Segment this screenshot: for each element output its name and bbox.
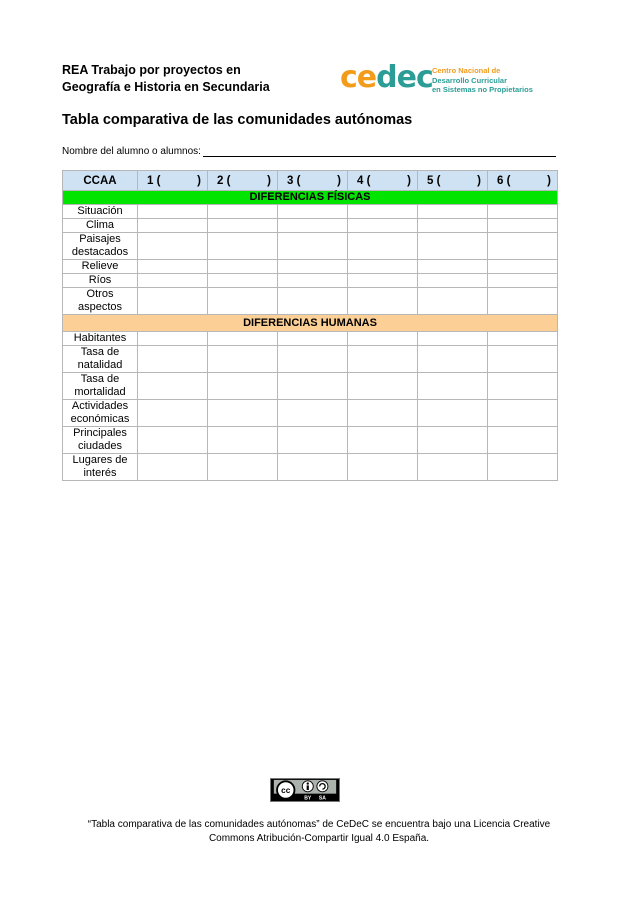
license-notice bbox=[62, 818, 576, 846]
table-cell[interactable] bbox=[488, 346, 558, 373]
header-title-line1: REA Trabajo por proyectos en bbox=[62, 63, 241, 77]
table-cell[interactable] bbox=[278, 260, 348, 274]
table-cell[interactable] bbox=[348, 332, 418, 346]
section-humanas-label: DIFERENCIAS HUMANAS bbox=[63, 315, 558, 332]
table-cell[interactable] bbox=[418, 427, 488, 454]
student-name-line bbox=[62, 146, 556, 157]
table-cell[interactable] bbox=[488, 454, 558, 481]
table-cell[interactable] bbox=[348, 219, 418, 233]
table-cell[interactable] bbox=[348, 454, 418, 481]
table-cell[interactable] bbox=[208, 205, 278, 219]
table-cell[interactable] bbox=[418, 346, 488, 373]
table-row bbox=[63, 205, 558, 219]
table-cell[interactable] bbox=[348, 373, 418, 400]
section-row-humanas bbox=[63, 315, 558, 332]
row-label-line2: aspectos bbox=[77, 301, 123, 313]
table-cell[interactable] bbox=[488, 427, 558, 454]
row-label bbox=[63, 427, 138, 454]
table-cell[interactable] bbox=[278, 454, 348, 481]
table-cell[interactable] bbox=[488, 219, 558, 233]
table-cell[interactable] bbox=[348, 400, 418, 427]
table-cell[interactable] bbox=[278, 288, 348, 315]
student-name-blank[interactable] bbox=[203, 146, 556, 157]
logo-line3: en Sistemas no Propietarios bbox=[432, 85, 533, 94]
page-title: Tabla comparativa de las comunidades autónomas bbox=[62, 112, 413, 128]
table-cell[interactable] bbox=[488, 205, 558, 219]
col-5-close: ) bbox=[477, 174, 481, 187]
table-cell[interactable] bbox=[138, 373, 208, 400]
table-cell[interactable] bbox=[418, 233, 488, 260]
row-label-line1: Ríos bbox=[88, 274, 112, 286]
table-cell[interactable] bbox=[208, 233, 278, 260]
table-cell[interactable] bbox=[488, 260, 558, 274]
col-6-open: 6 ( bbox=[497, 174, 511, 187]
table-cell[interactable] bbox=[488, 400, 558, 427]
header-title bbox=[62, 62, 302, 96]
row-label bbox=[63, 332, 138, 346]
table-cell[interactable] bbox=[348, 233, 418, 260]
table-cell[interactable] bbox=[138, 427, 208, 454]
row-label bbox=[63, 346, 138, 373]
table-cell[interactable] bbox=[418, 373, 488, 400]
table-cell[interactable] bbox=[418, 454, 488, 481]
table-cell[interactable] bbox=[488, 288, 558, 315]
row-label-line1: Relieve bbox=[81, 260, 119, 272]
col-1-close: ) bbox=[197, 174, 201, 187]
cedec-logo bbox=[340, 60, 533, 96]
table-cell[interactable] bbox=[138, 233, 208, 260]
table-row bbox=[63, 233, 558, 260]
col-4-close: ) bbox=[407, 174, 411, 187]
table-cell[interactable] bbox=[278, 205, 348, 219]
row-label-line1: Otros bbox=[86, 288, 114, 300]
table-cell[interactable] bbox=[488, 274, 558, 288]
row-label bbox=[63, 274, 138, 288]
table-cell[interactable] bbox=[138, 260, 208, 274]
table-cell[interactable] bbox=[418, 400, 488, 427]
header-col-3 bbox=[278, 171, 348, 191]
logo-line2: Desarrollo Curricular bbox=[432, 75, 508, 85]
table-cell[interactable] bbox=[348, 205, 418, 219]
row-label-line1: Paisajes bbox=[79, 233, 121, 245]
header-ccaa: CCAA bbox=[63, 171, 138, 191]
table-cell[interactable] bbox=[418, 260, 488, 274]
table-cell[interactable] bbox=[208, 260, 278, 274]
table-cell[interactable] bbox=[138, 332, 208, 346]
header-col-5 bbox=[418, 171, 488, 191]
student-name-label: Nombre del alumno o alumnos: bbox=[62, 146, 201, 157]
table-cell[interactable] bbox=[208, 219, 278, 233]
col-2-open: 2 ( bbox=[217, 174, 231, 187]
table-cell[interactable] bbox=[278, 233, 348, 260]
svg-text:cc: cc bbox=[281, 786, 291, 796]
row-label-line2: interés bbox=[83, 467, 117, 479]
row-label bbox=[63, 400, 138, 427]
col-1-open: 1 ( bbox=[147, 174, 161, 187]
cc-badge-sa: SA bbox=[318, 795, 326, 802]
table-cell[interactable] bbox=[138, 288, 208, 315]
table-cell[interactable] bbox=[138, 400, 208, 427]
col-3-close: ) bbox=[337, 174, 341, 187]
table-cell[interactable] bbox=[208, 288, 278, 315]
col-2-close: ) bbox=[267, 174, 271, 187]
row-label-line2: ciudades bbox=[77, 440, 123, 452]
table-cell[interactable] bbox=[348, 274, 418, 288]
table-row bbox=[63, 400, 558, 427]
table-row bbox=[63, 373, 558, 400]
table-cell[interactable] bbox=[488, 332, 558, 346]
header-col-6 bbox=[488, 171, 558, 191]
row-label-line1: Tasa de bbox=[80, 373, 120, 385]
logo-word-ce: ce bbox=[340, 60, 377, 95]
table-cell[interactable] bbox=[348, 260, 418, 274]
row-label bbox=[63, 454, 138, 481]
table-cell[interactable] bbox=[138, 219, 208, 233]
table-cell[interactable] bbox=[418, 274, 488, 288]
table-cell[interactable] bbox=[278, 219, 348, 233]
col-4-open: 4 ( bbox=[357, 174, 371, 187]
table-row bbox=[63, 332, 558, 346]
section-fisicas-label: DIFERENCIAS FÍSICAS bbox=[63, 191, 558, 205]
cc-by-sa-icon bbox=[270, 778, 340, 802]
table-cell[interactable] bbox=[138, 205, 208, 219]
cedec-logo-text bbox=[432, 66, 533, 95]
table-cell[interactable] bbox=[208, 400, 278, 427]
row-label bbox=[63, 205, 138, 219]
table-cell[interactable] bbox=[418, 205, 488, 219]
logo-line1: Centro Nacional de bbox=[432, 66, 501, 75]
table-cell[interactable] bbox=[418, 288, 488, 315]
header-col-4 bbox=[348, 171, 418, 191]
logo-word-dec: dec bbox=[376, 60, 433, 95]
row-label bbox=[63, 373, 138, 400]
table-cell[interactable] bbox=[488, 373, 558, 400]
table-cell[interactable] bbox=[208, 274, 278, 288]
table-header-row bbox=[63, 171, 558, 191]
table-cell[interactable] bbox=[278, 373, 348, 400]
header-col-1 bbox=[138, 171, 208, 191]
table-cell[interactable] bbox=[418, 332, 488, 346]
table-row bbox=[63, 454, 558, 481]
col-5-open: 5 ( bbox=[427, 174, 441, 187]
table-cell[interactable] bbox=[418, 219, 488, 233]
table-cell[interactable] bbox=[278, 274, 348, 288]
row-label-line1: Lugares de bbox=[72, 454, 128, 466]
cedec-logo-word bbox=[340, 60, 433, 96]
table-cell[interactable] bbox=[208, 373, 278, 400]
col-3-open: 3 ( bbox=[287, 174, 301, 187]
row-label-line2: mortalidad bbox=[74, 386, 126, 398]
row-label-line1: Habitantes bbox=[73, 332, 127, 344]
table-cell[interactable] bbox=[208, 427, 278, 454]
row-label-line2: económicas bbox=[70, 413, 130, 425]
row-label-line1: Clima bbox=[85, 219, 115, 231]
table-cell[interactable] bbox=[488, 233, 558, 260]
section-row-fisicas bbox=[63, 191, 558, 205]
table-row bbox=[63, 260, 558, 274]
cc-badge-by: BY bbox=[304, 795, 312, 802]
row-label-line1: Situación bbox=[77, 205, 123, 217]
row-label-line2: destacados bbox=[71, 246, 129, 258]
table-row bbox=[63, 219, 558, 233]
table-cell[interactable] bbox=[138, 274, 208, 288]
row-label-line1: Principales bbox=[73, 427, 127, 439]
table-cell[interactable] bbox=[348, 427, 418, 454]
table-row bbox=[63, 288, 558, 315]
table-cell[interactable] bbox=[138, 454, 208, 481]
license-line2: Commons Atribución-Compartir Igual 4.0 España. bbox=[208, 833, 430, 844]
table-cell[interactable] bbox=[278, 332, 348, 346]
table-row bbox=[63, 427, 558, 454]
table-cell[interactable] bbox=[278, 427, 348, 454]
table-cell[interactable] bbox=[348, 288, 418, 315]
header-col-2 bbox=[208, 171, 278, 191]
table-cell[interactable] bbox=[208, 346, 278, 373]
comparison-table bbox=[62, 170, 558, 481]
table-cell[interactable] bbox=[348, 346, 418, 373]
table-cell[interactable] bbox=[208, 454, 278, 481]
row-label-line2: natalidad bbox=[77, 359, 123, 371]
row-label bbox=[63, 219, 138, 233]
col-6-close: ) bbox=[547, 174, 551, 187]
table-cell[interactable] bbox=[208, 332, 278, 346]
row-label-line1: Tasa de bbox=[80, 346, 120, 358]
header-title-line2: Geografía e Historia en Secundaria bbox=[62, 80, 270, 94]
table-row bbox=[63, 346, 558, 373]
row-label-line1: Actividades bbox=[71, 400, 129, 412]
table-cell[interactable] bbox=[138, 346, 208, 373]
table-cell[interactable] bbox=[278, 346, 348, 373]
license-line1: “Tabla comparativa de las comunidades autónomas” de CeDeC se encuentra bajo una Licencia Creative bbox=[87, 819, 551, 830]
row-label bbox=[63, 233, 138, 260]
row-label bbox=[63, 260, 138, 274]
row-label bbox=[63, 288, 138, 315]
table-row bbox=[63, 274, 558, 288]
table-cell[interactable] bbox=[278, 400, 348, 427]
